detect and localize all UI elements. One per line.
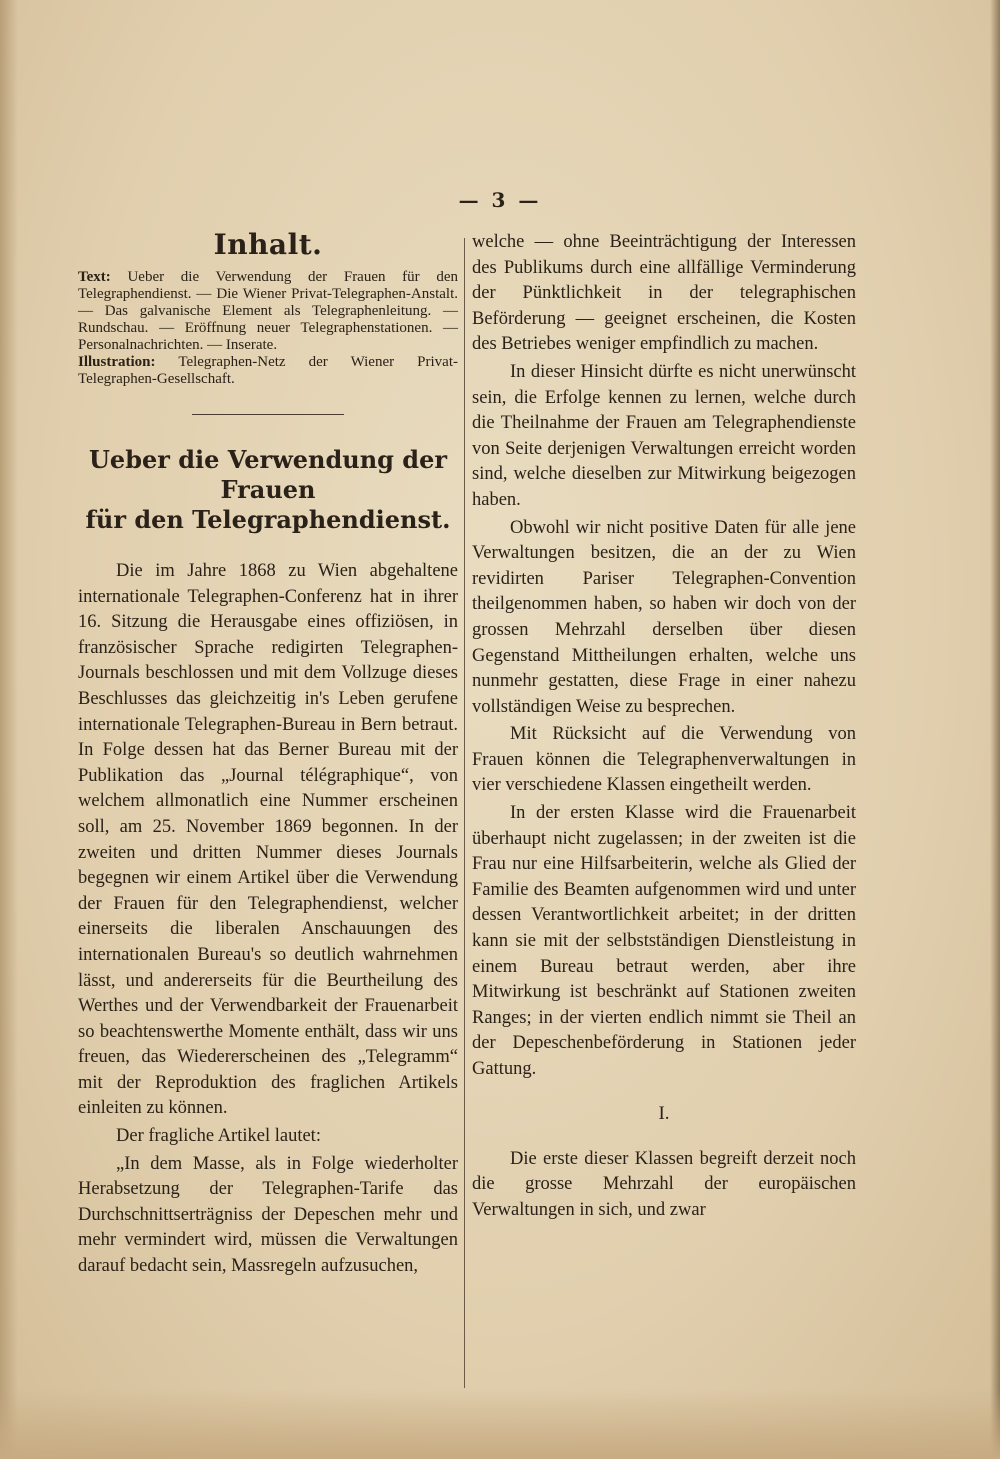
contents-illustration	[78, 354, 458, 388]
article-paragraph: welche — ohne Beeinträchtigung der Interessen des Publikums durch eine allfällige Verminderung der Pünktlichkeit in der telegraphischen Beförderung — geeignet erscheinen, die Kosten des Betriebes weniger empfindlich zu machen.	[472, 232, 856, 355]
page-number: — 3 —	[458, 188, 542, 212]
article-paragraph: Mit Rücksicht auf die Verwendung von Frauen können die Telegraphenverwaltungen in vier verschiedene Klassen eingetheilt werden.	[472, 724, 856, 796]
article-paragraph: Die im Jahre 1868 zu Wien abgehaltene internationale Telegraphen-Conferenz hat in ihrer 16. Sitzung die Herausgabe eines offiziösen, in französischer Sprache redigirten Telegraphen-Journals beschlossen und mit dem Vollzuge dieses Beschlusses das gleichzeitig in's Leben gerufene internationale Telegraphen-Bureau in Bern betraut. In Folge dessen hat das Berner Bureau mit der Publikation das „Journal télégraphique“, von welchem allmonatlich eine Nummer erscheinen soll, am 25. November 1869 begonnen. In der zweiten und dritten Nummer dieses Journals begegnen wir einem Artikel über die Verwendung der Frauen für den Telegraphendienst, welcher einerseits die liberalen Anschauungen des internationalen Bureau's so deutlich wahrnehmen lässt, und andererseits für die Beurtheilung des Werthes und der Verwendbarkeit der Frauenarbeit so beachtenswerthe Momente enthält, dass wir uns freuen, das Wiedererscheinen des „Telegramm“ mit der Reproduktion des fraglichen Artikels einleiten zu können.	[78, 561, 458, 1119]
contents-illustration-items: Telegraphen-Netz der Wiener Privat-Telegraphen-Gesellschaft.	[78, 354, 459, 387]
article-paragraph: Obwohl wir nicht positive Daten für alle jene Verwaltungen besitzen, die an der zu Wien revidirten Pariser Telegraphen-Convention theilgenommen haben, so haben wir doch von der grossen Mehrzahl derselben über diesen Gegenstand Mittheilungen erhalten, welche uns nunmehr gestatten, diese Frage in einer nahezu vollständigen Weise zu besprechen.	[472, 517, 856, 717]
contents-illustration-label: Illustration:	[78, 354, 156, 370]
right-column	[472, 230, 856, 1223]
article-paragraph: „In dem Masse, als in Folge wiederholter Herabsetzung der Telegraphen-Tarife das Durchschnittserträgniss der Depeschen mehr und mehr vermindert wird, müssen die Verwaltungen darauf bedacht sein, Massregeln aufzusuchen,	[78, 1153, 458, 1277]
contents-text-label: Text:	[78, 269, 111, 285]
article-title-line2: für den Telegraphendienst.	[85, 505, 451, 534]
article-title	[78, 445, 458, 535]
article-paragraph: Die erste dieser Klassen begreift derzeit noch die grosse Mehrzahl der europäischen Verwaltungen in sich, und zwar	[472, 1148, 856, 1220]
article-title-line1: Ueber die Verwendung der Frauen	[89, 445, 447, 504]
section-divider	[192, 414, 344, 415]
contents-text-items: Ueber die Verwendung der Frauen für den Telegraphendienst. — Die Wiener Privat-Telegraphen-Anstalt. — Das galvanische Element als Telegraphenleitung. — Rundschau. — Eröffnung neuer Telegraphenstationen. — Personalnachrichten. — Inserate.	[78, 269, 459, 353]
article-paragraph: Der fragliche Artikel lautet:	[116, 1126, 321, 1147]
page-edge-right	[990, 0, 1000, 1459]
section-heading: I.	[658, 1102, 670, 1124]
column-rule	[464, 238, 465, 1388]
contents-text	[78, 269, 458, 354]
article-paragraph: In dieser Hinsicht dürfte es nicht unerwünscht sein, die Erfolge kennen zu lernen, welche durch die Theilnahme der Frauen am Telegraphendienste von Seite derjenigen Verwaltungen erreicht worden sind, welche dieselben zur Mitwirkung beigezogen haben.	[472, 361, 856, 510]
left-column	[78, 228, 458, 1280]
article-paragraph: In der ersten Klasse wird die Frauenarbeit überhaupt nicht zugelassen; in der zweiten ist die Frau nur eine Hilfsarbeiterin, welche als Glied der Familie des Beamten aufgenommen wird und unter dessen Verantwortlichkeit arbeitet; in der dritten kann sie mit der selbstständigen Dienstleistung in einem Bureau betraut werden, aber ihre Mitwirkung ist beschränkt auf Stationen zweiten Ranges; in der vierten endlich nimmt sie Theil an der Depeschenbeförderung in Stationen jeder Gattung.	[472, 803, 856, 1079]
page-edge-left	[0, 0, 18, 1459]
page-edge-bottom	[0, 1389, 1000, 1459]
contents-title: Inhalt.	[213, 228, 323, 261]
